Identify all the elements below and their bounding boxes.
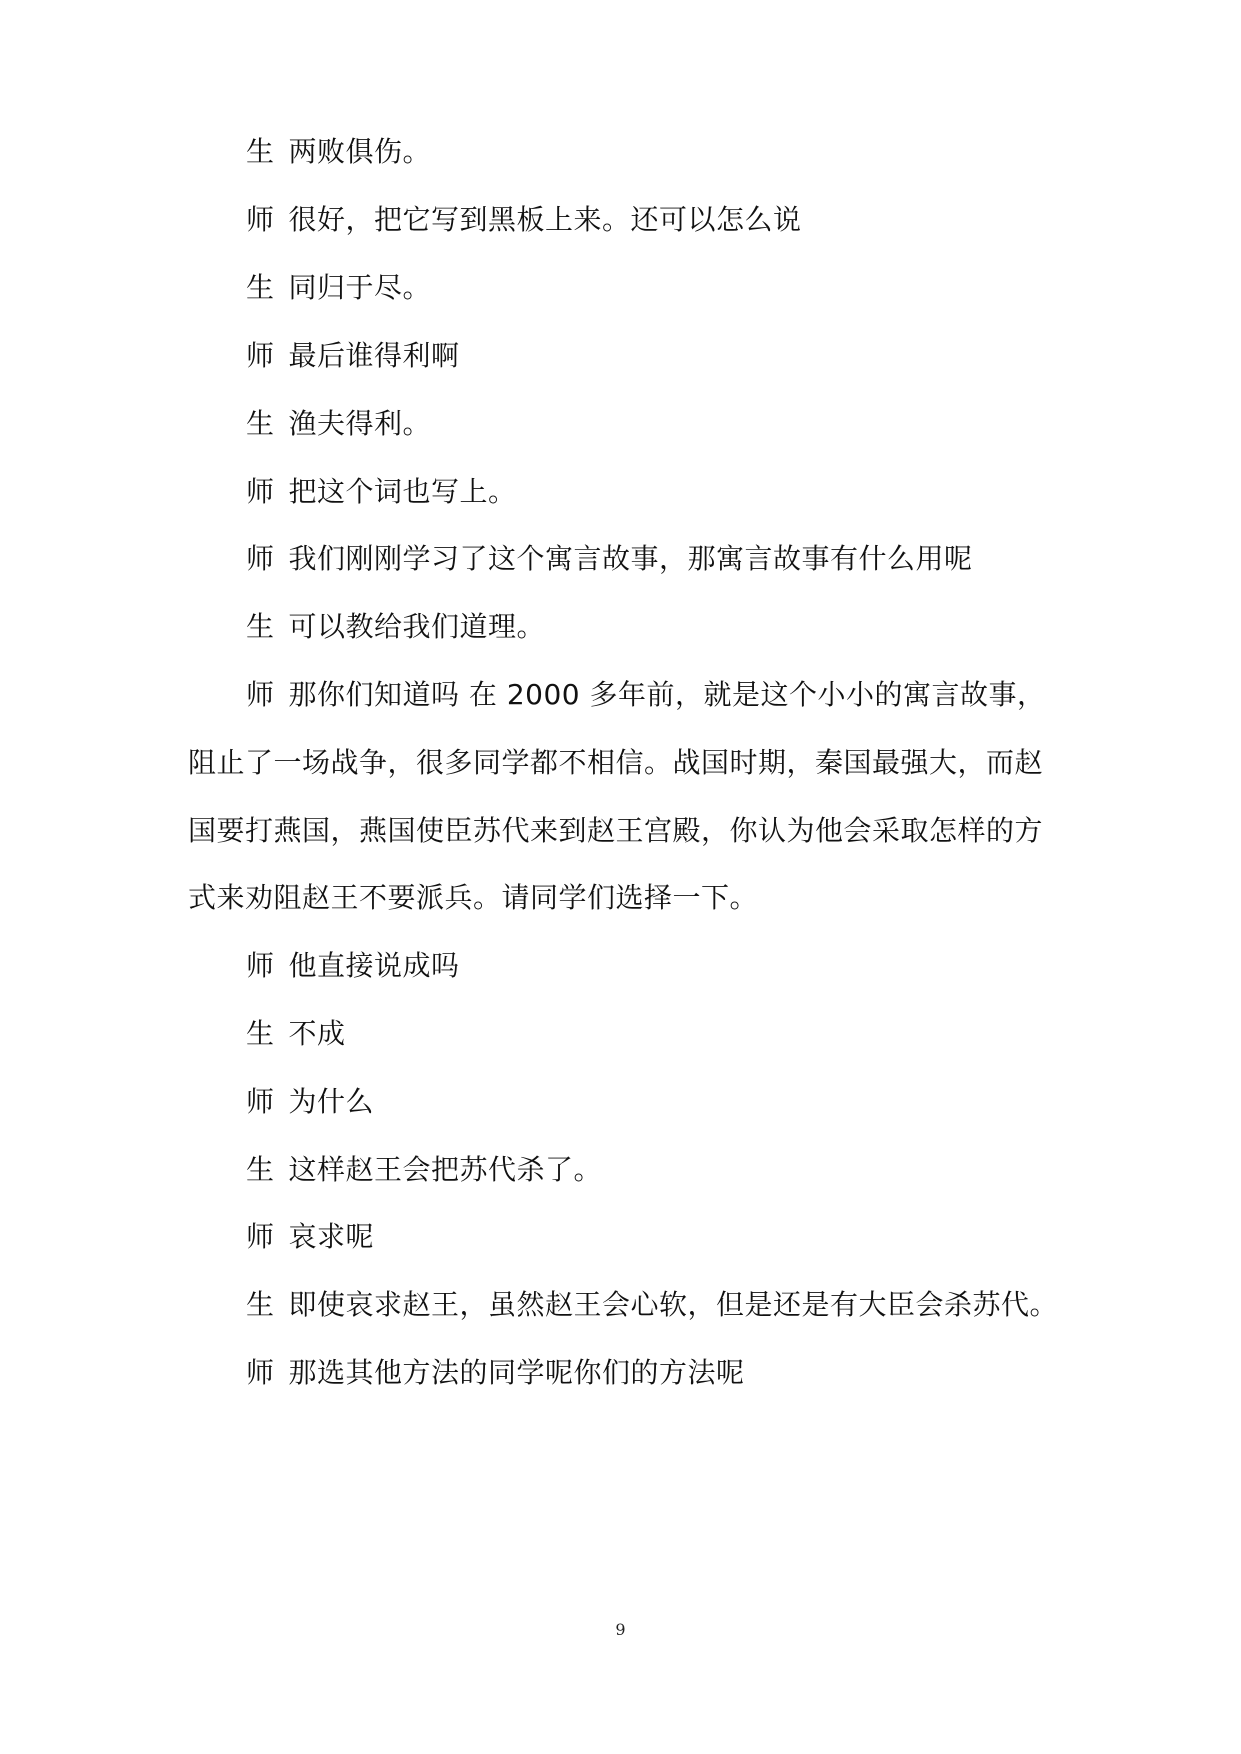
speaker-label: 师: [246, 1085, 275, 1118]
speaker-label: 生: [246, 1288, 275, 1321]
speaker-label: 师: [246, 678, 275, 711]
dialogue-line: [246, 1152, 1126, 1188]
speaker-label: 生: [246, 1153, 275, 1186]
dialogue-text: 可以教给我们道理。: [288, 610, 546, 643]
dialogue-line: [246, 406, 1126, 442]
dialogue-text: 即使哀求赵王，虽然赵王会心软，但是还是有大臣会杀苏代。: [288, 1288, 1059, 1321]
dialogue-line: [246, 1287, 1126, 1323]
dialogue-text: 渔夫得利。: [288, 407, 432, 440]
speaker-label: 生: [246, 1017, 275, 1050]
paragraph-line: 国要打燕国，燕国使臣苏代来到赵王宫殿，你认为他会采取怎样的方: [188, 814, 1044, 847]
dialogue-line: [246, 541, 1126, 577]
dialogue-line: [246, 948, 1126, 984]
paragraph-text: 那你们知道吗 在 2000 多年前，就是这个小小的寓言故事，: [288, 678, 1046, 711]
dialogue-text: 那选其他方法的同学呢你们的方法呢: [288, 1356, 745, 1389]
dialogue-line: [246, 270, 1126, 306]
speaker-label: 生: [246, 610, 275, 643]
paragraph-line: 阻止了一场战争，很多同学都不相信。战国时期，秦国最强大，而赵: [188, 746, 1044, 779]
speaker-label: 师: [246, 475, 275, 508]
speaker-label: 师: [246, 203, 275, 236]
dialogue-text: 这样赵王会把苏代杀了。: [288, 1153, 603, 1186]
dialogue-line: [246, 474, 1126, 510]
speaker-label: 生: [246, 407, 275, 440]
dialogue-text: 同归于尽。: [288, 271, 432, 304]
speaker-label: 师: [246, 949, 275, 982]
dialogue-text: 为什么: [288, 1085, 375, 1118]
dialogue-line: [246, 1084, 1126, 1120]
speaker-label: 师: [246, 1356, 275, 1389]
dialogue-line: [246, 1016, 1126, 1052]
speaker-label: 生: [246, 271, 275, 304]
dialogue-line: [246, 609, 1126, 645]
dialogue-text: 哀求呢: [288, 1220, 375, 1253]
speaker-label: 师: [246, 1220, 275, 1253]
speaker-label: 生: [246, 135, 275, 168]
dialogue-line: [246, 338, 1126, 374]
dialogue-line: [246, 1355, 1126, 1391]
paragraph-line: 式来劝阻赵王不要派兵。请同学们选择一下。: [188, 881, 759, 914]
dialogue-text: 我们刚刚学习了这个寓言故事，那寓言故事有什么用呢: [288, 542, 973, 575]
speaker-label: 师: [246, 542, 275, 575]
dialogue-text: 很好，把它写到黑板上来。还可以怎么说: [288, 203, 802, 236]
page-number: 9: [615, 1620, 626, 1639]
dialogue-text: 不成: [288, 1017, 346, 1050]
speaker-label: 师: [246, 339, 275, 372]
dialogue-line: [246, 1219, 1126, 1255]
dialogue-text: 他直接说成吗: [288, 949, 460, 982]
dialogue-text: 把这个词也写上。: [288, 475, 517, 508]
dialogue-line: [246, 202, 1126, 238]
dialogue-line: [246, 134, 1126, 170]
dialogue-text: 两败俱伤。: [288, 135, 432, 168]
paragraph-first-line: [246, 677, 1126, 713]
dialogue-text: 最后谁得利啊: [288, 339, 460, 372]
